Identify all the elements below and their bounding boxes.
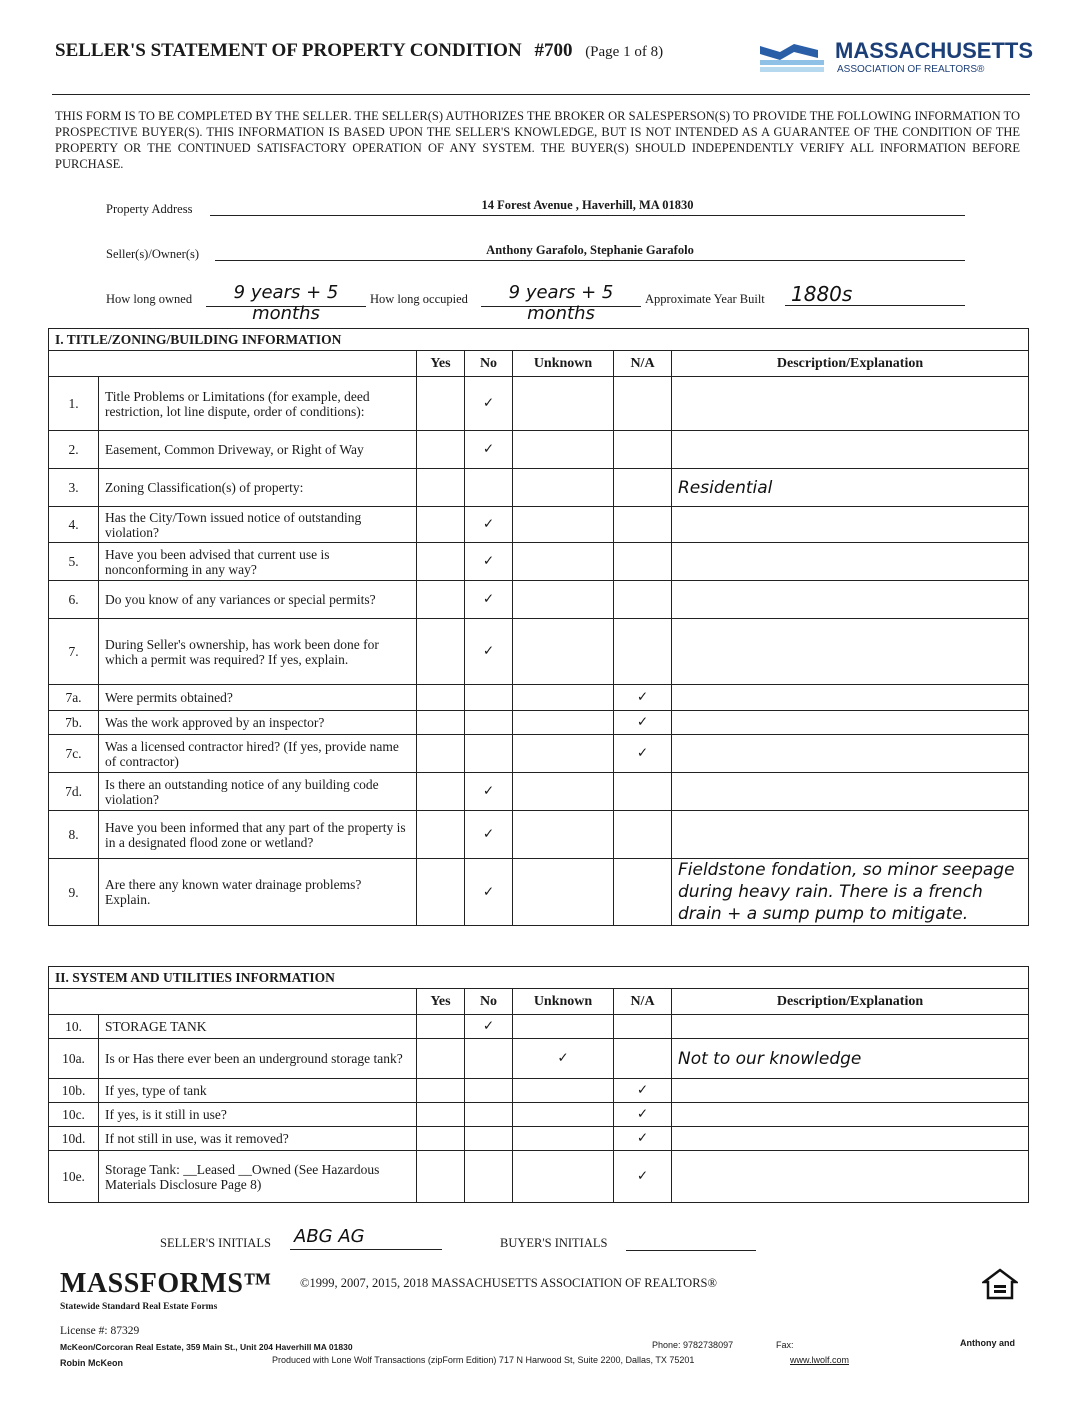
address-line[interactable] [210, 198, 965, 216]
answer-na-cell[interactable] [614, 619, 672, 685]
row-question: During Seller's ownership, has work been done for which a permit was required? If yes, explain. [99, 619, 417, 685]
row-question: Were permits obtained? [99, 685, 417, 711]
form-number: #700 [534, 40, 573, 61]
table-row [49, 431, 1029, 469]
table-row [49, 507, 1029, 543]
col-unknown: Unknown [513, 989, 614, 1015]
answer-no-cell[interactable] [465, 431, 513, 469]
checkmark-icon: ✓ [636, 745, 649, 761]
answer-na-cell[interactable] [614, 543, 672, 581]
answer-unknown-cell[interactable] [513, 735, 614, 773]
form-title [55, 40, 663, 62]
row-description[interactable] [672, 1103, 1029, 1127]
table-row [49, 1015, 1029, 1039]
row-number: 10a. [49, 1039, 99, 1079]
answer-no-cell[interactable] [465, 377, 513, 431]
answer-na-cell[interactable] [614, 431, 672, 469]
section2-header-blank [49, 989, 417, 1015]
answer-na-cell[interactable] [614, 507, 672, 543]
row-description[interactable]: Not to our knowledge [672, 1039, 1029, 1079]
answer-yes-cell[interactable] [417, 1151, 465, 1203]
answer-no-cell[interactable] [465, 685, 513, 711]
org-subtitle: ASSOCIATION OF REALTORS® [837, 64, 985, 75]
table-row [49, 859, 1029, 926]
col-yes: Yes [417, 351, 465, 377]
checkmark-icon: ✓ [636, 714, 649, 730]
answer-unknown-cell[interactable] [513, 711, 614, 735]
answer-yes-cell[interactable] [417, 507, 465, 543]
checkmark-icon: ✓ [636, 689, 649, 705]
table-row [49, 685, 1029, 711]
answer-na-cell[interactable] [614, 773, 672, 811]
copyright-text: ©1999, 2007, 2015, 2018 MASSACHUSETTS ASSOCIATION OF REALTORS® [300, 1276, 717, 1290]
answer-unknown-cell[interactable] [513, 859, 614, 926]
row-number: 10e. [49, 1151, 99, 1203]
row-number: 5. [49, 543, 99, 581]
answer-unknown-cell[interactable] [513, 811, 614, 859]
title-text: SELLER'S STATEMENT OF PROPERTY CONDITION [55, 40, 522, 61]
answer-yes-cell[interactable] [417, 1103, 465, 1127]
header-rule [52, 94, 1030, 95]
buyer-initials-line[interactable] [626, 1232, 756, 1251]
row-number: 7d. [49, 773, 99, 811]
row-question: Was a licensed contractor hired? (If yes, provide name of contractor) [99, 735, 417, 773]
year-value[interactable]: 1880s [785, 282, 965, 306]
answer-na-cell[interactable] [614, 1151, 672, 1203]
answer-no-cell[interactable] [465, 619, 513, 685]
table-row [49, 811, 1029, 859]
row-number: 10c. [49, 1103, 99, 1127]
seller-line[interactable] [215, 243, 965, 261]
row-question: Is there an outstanding notice of any building code violation? [99, 773, 417, 811]
row-description[interactable] [672, 1015, 1029, 1039]
answer-na-cell[interactable] [614, 1015, 672, 1039]
checkmark-icon: ✓ [636, 1106, 649, 1122]
row-description[interactable] [672, 1079, 1029, 1103]
table-row [49, 581, 1029, 619]
row-question: Are there any known water drainage problems? Explain. [99, 859, 417, 926]
row-description[interactable] [672, 1127, 1029, 1151]
row-number: 10b. [49, 1079, 99, 1103]
massforms-subtitle: Statewide Standard Real Estate Forms [60, 1302, 218, 1312]
row-question: Title Problems or Limitations (for example, deed restriction, lot line dispute, order of conditions): [99, 377, 417, 431]
section1-header-blank [49, 351, 417, 377]
answer-unknown-cell[interactable] [513, 431, 614, 469]
checkmark-icon: ✓ [482, 643, 495, 659]
answer-unknown-cell[interactable] [513, 377, 614, 431]
checkmark-icon: ✓ [482, 883, 495, 900]
row-description[interactable] [672, 543, 1029, 581]
col-yes: Yes [417, 989, 465, 1015]
table-row [49, 1079, 1029, 1103]
table-row [49, 773, 1029, 811]
answer-no-cell[interactable] [465, 1151, 513, 1203]
row-description[interactable] [672, 581, 1029, 619]
row-question: Storage Tank: __Leased __Owned (See Hazardous Materials Disclosure Page 8) [99, 1151, 417, 1203]
owned-label: How long owned [106, 292, 193, 306]
row-number: 4. [49, 507, 99, 543]
answer-unknown-cell[interactable] [513, 1127, 614, 1151]
answer-na-cell[interactable] [614, 1079, 672, 1103]
col-description: Description/Explanation [672, 989, 1029, 1015]
row-number: 10. [49, 1015, 99, 1039]
answer-no-cell[interactable] [465, 543, 513, 581]
section2-table [48, 966, 1029, 1203]
checkmark-icon: ✓ [482, 553, 495, 569]
answer-unknown-cell[interactable] [513, 543, 614, 581]
row-question: STORAGE TANK [99, 1015, 417, 1039]
answer-na-cell[interactable] [614, 1039, 672, 1079]
answer-yes-cell[interactable] [417, 1127, 465, 1151]
row-description[interactable]: Residential [672, 469, 1029, 507]
checkmark-icon: ✓ [636, 1168, 649, 1184]
answer-unknown-cell[interactable] [513, 469, 614, 507]
answer-no-cell[interactable] [465, 507, 513, 543]
row-question: Has the City/Town issued notice of outstanding violation? [99, 507, 417, 543]
answer-unknown-cell[interactable] [513, 773, 614, 811]
answer-yes-cell[interactable] [417, 859, 465, 926]
answer-unknown-cell[interactable] [513, 619, 614, 685]
license-text: License #: 87329 [60, 1325, 140, 1337]
row-number: 6. [49, 581, 99, 619]
occupied-value[interactable]: 9 years + 5 months [481, 282, 641, 307]
answer-no-cell[interactable] [465, 859, 513, 926]
checkmark-icon: ✓ [482, 441, 495, 457]
answer-unknown-cell[interactable] [513, 1079, 614, 1103]
row-description[interactable] [672, 431, 1029, 469]
row-number: 1. [49, 377, 99, 431]
table-row [49, 711, 1029, 735]
col-no: No [465, 989, 513, 1015]
section2-title: II. SYSTEM AND UTILITIES INFORMATION [49, 967, 1029, 989]
row-number: 7c. [49, 735, 99, 773]
agent-name: Robin McKeon [60, 1358, 123, 1368]
answer-na-cell[interactable] [614, 1103, 672, 1127]
massforms-logo: MASSFORMS™ [60, 1268, 272, 1299]
checkmark-icon: ✓ [482, 826, 495, 842]
row-description[interactable] [672, 1151, 1029, 1203]
table-row [49, 543, 1029, 581]
row-number: 7a. [49, 685, 99, 711]
answer-no-cell[interactable] [465, 1015, 513, 1039]
answer-no-cell[interactable] [465, 1039, 513, 1079]
table-row [49, 1127, 1029, 1151]
answer-yes-cell[interactable] [417, 431, 465, 469]
table-row [49, 735, 1029, 773]
row-description[interactable] [672, 711, 1029, 735]
row-question: Do you know of any variances or special permits? [99, 581, 417, 619]
answer-na-cell[interactable] [614, 377, 672, 431]
row-number: 3. [49, 469, 99, 507]
answer-unknown-cell[interactable] [513, 1015, 614, 1039]
answer-yes-cell[interactable] [417, 1039, 465, 1079]
row-question: Was the work approved by an inspector? [99, 711, 417, 735]
answer-yes-cell[interactable] [417, 711, 465, 735]
answer-na-cell[interactable] [614, 859, 672, 926]
seller-value: Anthony Garafolo, Stephanie Garafolo [486, 243, 694, 257]
checkmark-icon: ✓ [482, 783, 495, 799]
row-description[interactable] [672, 685, 1029, 711]
answer-no-cell[interactable] [465, 1127, 513, 1151]
owned-value[interactable]: 9 years + 5 months [206, 282, 366, 307]
seller-short-name: Anthony and [960, 1338, 1015, 1348]
table-row [49, 619, 1029, 685]
row-number: 2. [49, 431, 99, 469]
answer-no-cell[interactable] [465, 735, 513, 773]
phone-text: Phone: 9782738097 [652, 1340, 734, 1350]
row-description[interactable] [672, 507, 1029, 543]
answer-na-cell[interactable] [614, 685, 672, 711]
row-question: Easement, Common Driveway, or Right of Way [99, 431, 417, 469]
org-name: MASSACHUSETTS [835, 38, 1034, 63]
address-value: 14 Forest Avenue , Haverhill, MA 01830 [481, 198, 694, 212]
row-description[interactable] [672, 377, 1029, 431]
seller-initials-value[interactable]: ABG AG [290, 1226, 442, 1250]
row-number: 10d. [49, 1127, 99, 1151]
row-description[interactable] [672, 735, 1029, 773]
row-number: 9. [49, 859, 99, 926]
answer-na-cell[interactable] [614, 811, 672, 859]
row-question: Zoning Classification(s) of property: [99, 469, 417, 507]
checkmark-icon: ✓ [482, 1018, 495, 1034]
seller-label: Seller(s)/Owner(s) [106, 247, 200, 261]
answer-unknown-cell[interactable] [513, 507, 614, 543]
answer-unknown-cell[interactable] [513, 1103, 614, 1127]
answer-na-cell[interactable] [614, 1127, 672, 1151]
col-description: Description/Explanation [672, 351, 1029, 377]
buyer-initials-label: BUYER'S INITIALS [500, 1236, 608, 1250]
col-na: N/A [614, 351, 672, 377]
answer-na-cell[interactable] [614, 711, 672, 735]
answer-unknown-cell[interactable] [513, 1039, 614, 1079]
answer-unknown-cell[interactable] [513, 581, 614, 619]
answer-na-cell[interactable] [614, 469, 672, 507]
office-text: McKeon/Corcoran Real Estate, 359 Main St., Unit 204 Haverhill MA 01830 [60, 1342, 353, 1352]
answer-no-cell[interactable] [465, 1103, 513, 1127]
mar-logo [758, 38, 828, 78]
checkmark-icon: ✓ [482, 395, 495, 411]
produced-text: Produced with Lone Wolf Transactions (zipForm Edition) 717 N Harwood St, Suite 2200, Dallas, TX 75201 [272, 1355, 695, 1365]
answer-na-cell[interactable] [614, 581, 672, 619]
year-label: Approximate Year Built [645, 292, 765, 306]
row-question: If yes, type of tank [99, 1079, 417, 1103]
table-row [49, 1103, 1029, 1127]
answer-yes-cell[interactable] [417, 685, 465, 711]
answer-unknown-cell[interactable] [513, 1151, 614, 1203]
checkmark-icon: ✓ [482, 591, 495, 607]
section1-table [48, 328, 1029, 926]
row-question: Have you been informed that any part of the property is in a designated flood zone or wetland? [99, 811, 417, 859]
row-question: If not still in use, was it removed? [99, 1127, 417, 1151]
answer-unknown-cell[interactable] [513, 685, 614, 711]
row-number: 7. [49, 619, 99, 685]
answer-yes-cell[interactable] [417, 619, 465, 685]
answer-yes-cell[interactable] [417, 469, 465, 507]
answer-yes-cell[interactable] [417, 735, 465, 773]
checkmark-icon: ✓ [482, 516, 495, 532]
answer-na-cell[interactable] [614, 735, 672, 773]
row-question: Is or Has there ever been an underground storage tank? [99, 1039, 417, 1079]
answer-yes-cell[interactable] [417, 773, 465, 811]
col-no: No [465, 351, 513, 377]
answer-yes-cell[interactable] [417, 581, 465, 619]
answer-no-cell[interactable] [465, 811, 513, 859]
answer-no-cell[interactable] [465, 1079, 513, 1103]
page-indicator: (Page 1 of 8) [585, 44, 664, 60]
table-row [49, 377, 1029, 431]
answer-yes-cell[interactable] [417, 811, 465, 859]
row-description[interactable]: Fieldstone fondation, so minor seepage during heavy rain. There is a french drain + a sump pump to mitigate. [672, 859, 1029, 926]
flag-logo-icon [758, 38, 828, 78]
address-label: Property Address [106, 202, 193, 216]
answer-yes-cell[interactable] [417, 543, 465, 581]
checkmark-icon: ✓ [557, 1050, 569, 1066]
row-description[interactable] [672, 811, 1029, 859]
answer-yes-cell[interactable] [417, 1015, 465, 1039]
row-description[interactable] [672, 619, 1029, 685]
intro-text: THIS FORM IS TO BE COMPLETED BY THE SELLER. THE SELLER(S) AUTHORIZES THE BROKER OR SALESPERSON(S) TO PROVIDE THE FOLLOWING INFORMATION TO PROSPECTIVE BUYER(S). THIS INFORMATION IS BASED UPON THE SELLER'S KNOWLEDGE, BUT IS NOT INTENDED AS A GUARANTEE OF THE CONDITION OF THE PROPERTY OR THE CONTINUED SATISFACTORY OPERATION OF ANY SYSTEM. THE BUYER(S) SHOULD INDEPENDENTLY VERIFY ALL INFORMATION BEFORE PURCHASE. [55, 109, 1020, 171]
checkmark-icon: ✓ [636, 1082, 649, 1098]
answer-no-cell[interactable] [465, 773, 513, 811]
occupied-label: How long occupied [370, 292, 468, 306]
row-description[interactable] [672, 773, 1029, 811]
checkmark-icon: ✓ [636, 1130, 649, 1146]
answer-yes-cell[interactable] [417, 1079, 465, 1103]
row-question: Have you been advised that current use is nonconforming in any way? [99, 543, 417, 581]
answer-no-cell[interactable] [465, 469, 513, 507]
section1-title: I. TITLE/ZONING/BUILDING INFORMATION [49, 329, 1029, 351]
answer-no-cell[interactable] [465, 581, 513, 619]
fax-text: Fax: [776, 1340, 794, 1350]
row-number: 7b. [49, 711, 99, 735]
table-row [49, 1039, 1029, 1079]
col-na: N/A [614, 989, 672, 1015]
lwolf-link[interactable]: www.lwolf.com [790, 1355, 850, 1365]
table-row [49, 1151, 1029, 1203]
equal-housing-icon [982, 1268, 1018, 1302]
row-question: If yes, is it still in use? [99, 1103, 417, 1127]
table-row [49, 469, 1029, 507]
answer-no-cell[interactable] [465, 711, 513, 735]
answer-yes-cell[interactable] [417, 377, 465, 431]
col-unknown: Unknown [513, 351, 614, 377]
row-number: 8. [49, 811, 99, 859]
seller-initials-label: SELLER'S INITIALS [160, 1236, 271, 1250]
